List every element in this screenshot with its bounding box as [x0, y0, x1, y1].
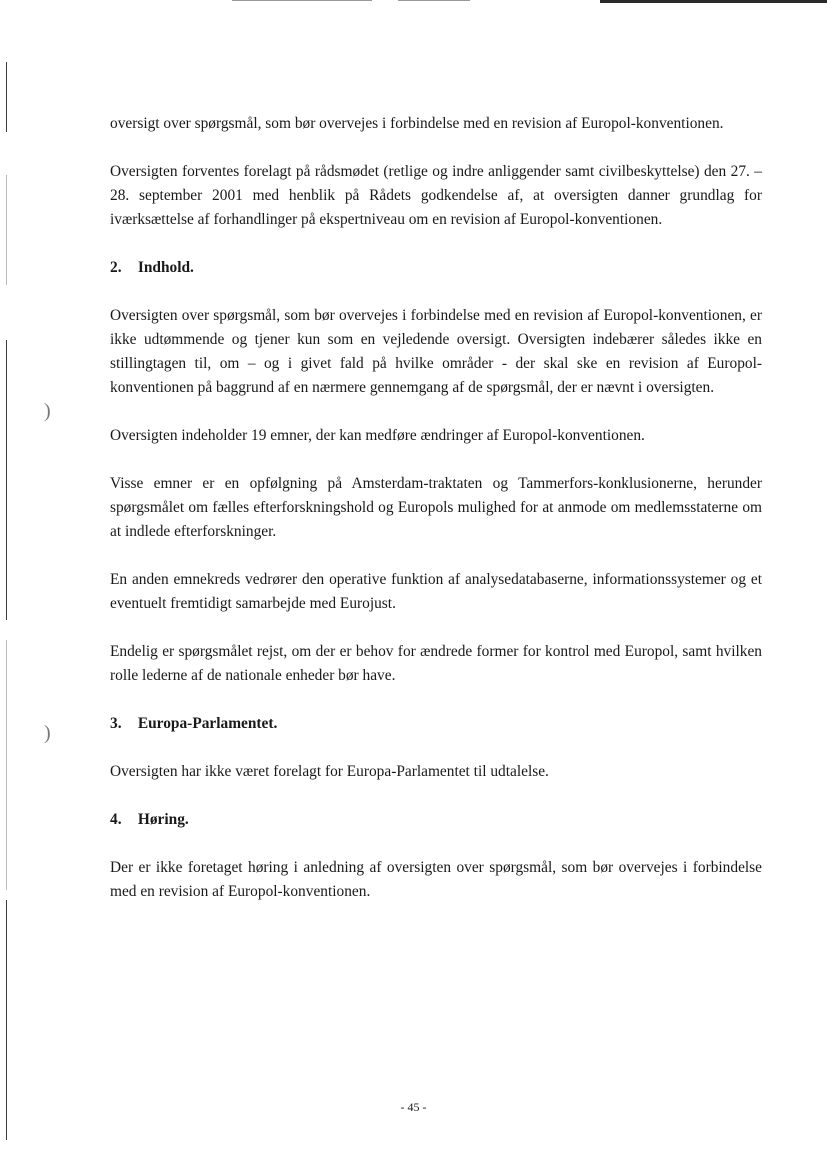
section-number: 4. [110, 811, 122, 828]
section-number: 2. [110, 259, 122, 276]
scan-left-mark [6, 340, 7, 620]
paragraph: Visse emner er en opfølgning på Amsterdam-traktaten og Tammerfors-konklusionerne, herunder spørgsmålet om fælles efterforskningshold og Europols mulighed for at anmode om medlemsstaterne om at indlede efterforskninger. [110, 475, 762, 540]
scan-left-mark [6, 62, 7, 132]
paragraph: Der er ikke foretaget høring i anledning af oversigten over spørgsmål, som bør overvejes i forbindelse med en revision af Europol-konventionen. [110, 859, 762, 900]
section-heading-3 [110, 712, 762, 736]
paragraph: Oversigten har ikke været forelagt for Europa-Parlamentet til udtalelse. [110, 763, 549, 780]
paragraph: En anden emnekreds vedrører den operative funktion af analysedatabaserne, informationssystemer og et eventuelt fremtidigt samarbejde med Eurojust. [110, 571, 762, 612]
scan-bracket-mark: ) [44, 400, 51, 422]
paragraph: Endelig er spørgsmålet rejst, om der er behov for ændrede former for kontrol med Europol, samt hvilken rolle lederne af de nationale enheder bør have. [110, 643, 762, 684]
top-scan-rule-1 [232, 0, 372, 1]
top-scan-rule-2 [398, 0, 470, 1]
section-number: 3. [110, 715, 122, 732]
document-body [110, 112, 762, 904]
section-title: Europa-Parlamentet. [137, 715, 278, 732]
scan-left-mark [6, 640, 7, 890]
paragraph: Oversigten over spørgsmål, som bør overvejes i forbindelse med en revision af Europol-konventionen, er ikke udtømmende og tjener kun som en vejledende oversigt. Oversigten indebærer således ikke en stillingtagen til, om – og i givet fald på hvilke områder - der skal ske en revision af Europol-konventionen på baggrund af en nærmere gennemgang af de spørgsmål, der er nævnt i oversigten. [110, 307, 762, 396]
top-scan-rule-3 [600, 0, 827, 3]
paragraph: oversigt over spørgsmål, som bør overvejes i forbindelse med en revision af Europol-konventionen. [110, 115, 724, 132]
paragraph: Oversigten forventes forelagt på rådsmødet (retlige og indre anliggender samt civilbeskyttelse) den 27. – 28. september 2001 med henblik på Rådets godkendelse af, at oversigten danner grundlag for iværksættelse af forhandlinger på ekspertniveau om en revision af Europol-konventionen. [110, 163, 762, 228]
section-heading-2 [110, 256, 762, 280]
scan-left-mark [6, 175, 7, 285]
scan-bracket-mark: ) [44, 722, 51, 744]
section-title: Indhold. [137, 259, 194, 276]
section-title: Høring. [137, 811, 189, 828]
page-number: - 45 - [400, 1100, 427, 1114]
section-heading-4 [110, 808, 762, 832]
paragraph: Oversigten indeholder 19 emner, der kan medføre ændringer af Europol-konventionen. [110, 427, 645, 444]
